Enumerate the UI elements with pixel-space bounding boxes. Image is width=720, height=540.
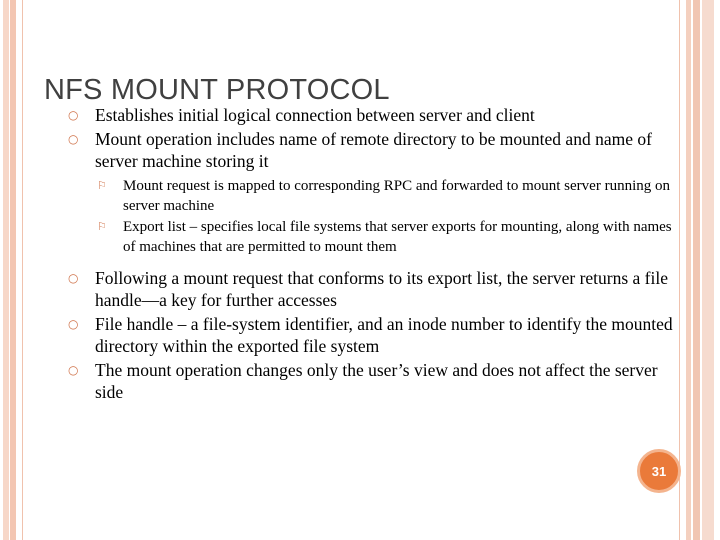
sub-bullet-list — [66, 176, 676, 257]
slide-title: NFS MOUNT PROTOCOL — [44, 74, 390, 106]
sub-bullet-item — [66, 176, 676, 216]
left-border-line — [22, 0, 23, 540]
hollow-circle-icon: ○ — [68, 108, 79, 122]
bullet-text: Establishes initial logical connection between server and client — [95, 105, 535, 125]
sub-bullet-item — [66, 217, 676, 257]
bullet-item — [66, 128, 676, 172]
flag-icon: ⚐ — [97, 220, 107, 233]
sub-bullet-text: Mount request is mapped to corresponding RPC and forwarded to mount server running on server machine — [123, 178, 670, 214]
bullet-item — [66, 313, 676, 357]
sub-bullet-text: Export list – specifies local file systems that server exports for mounting, along with names of machines that are permitted to mount them — [123, 219, 672, 255]
page-number-badge — [637, 449, 681, 493]
flag-icon: ⚐ — [97, 179, 107, 192]
bullet-item — [66, 359, 676, 403]
bullet-text: Mount operation includes name of remote directory to be mounted and name of server machine storing it — [95, 129, 652, 171]
left-border-decoration — [0, 0, 20, 540]
hollow-circle-icon: ○ — [68, 317, 79, 331]
right-border-decoration — [684, 0, 720, 540]
slide-content — [66, 104, 676, 405]
bullet-text: File handle – a file-system identifier, and an inode number to identify the mounted directory within the exported file system — [95, 314, 673, 356]
hollow-circle-icon: ○ — [68, 363, 79, 377]
bullet-item — [66, 267, 676, 311]
bullet-item — [66, 104, 676, 126]
hollow-circle-icon: ○ — [68, 271, 79, 285]
bullet-text: The mount operation changes only the user’s view and does not affect the server side — [95, 360, 658, 402]
hollow-circle-icon: ○ — [68, 132, 79, 146]
right-border-line — [679, 0, 680, 540]
page-number: 31 — [651, 463, 667, 479]
bullet-text: Following a mount request that conforms to its export list, the server returns a file handle—a key for further accesses — [95, 268, 669, 310]
